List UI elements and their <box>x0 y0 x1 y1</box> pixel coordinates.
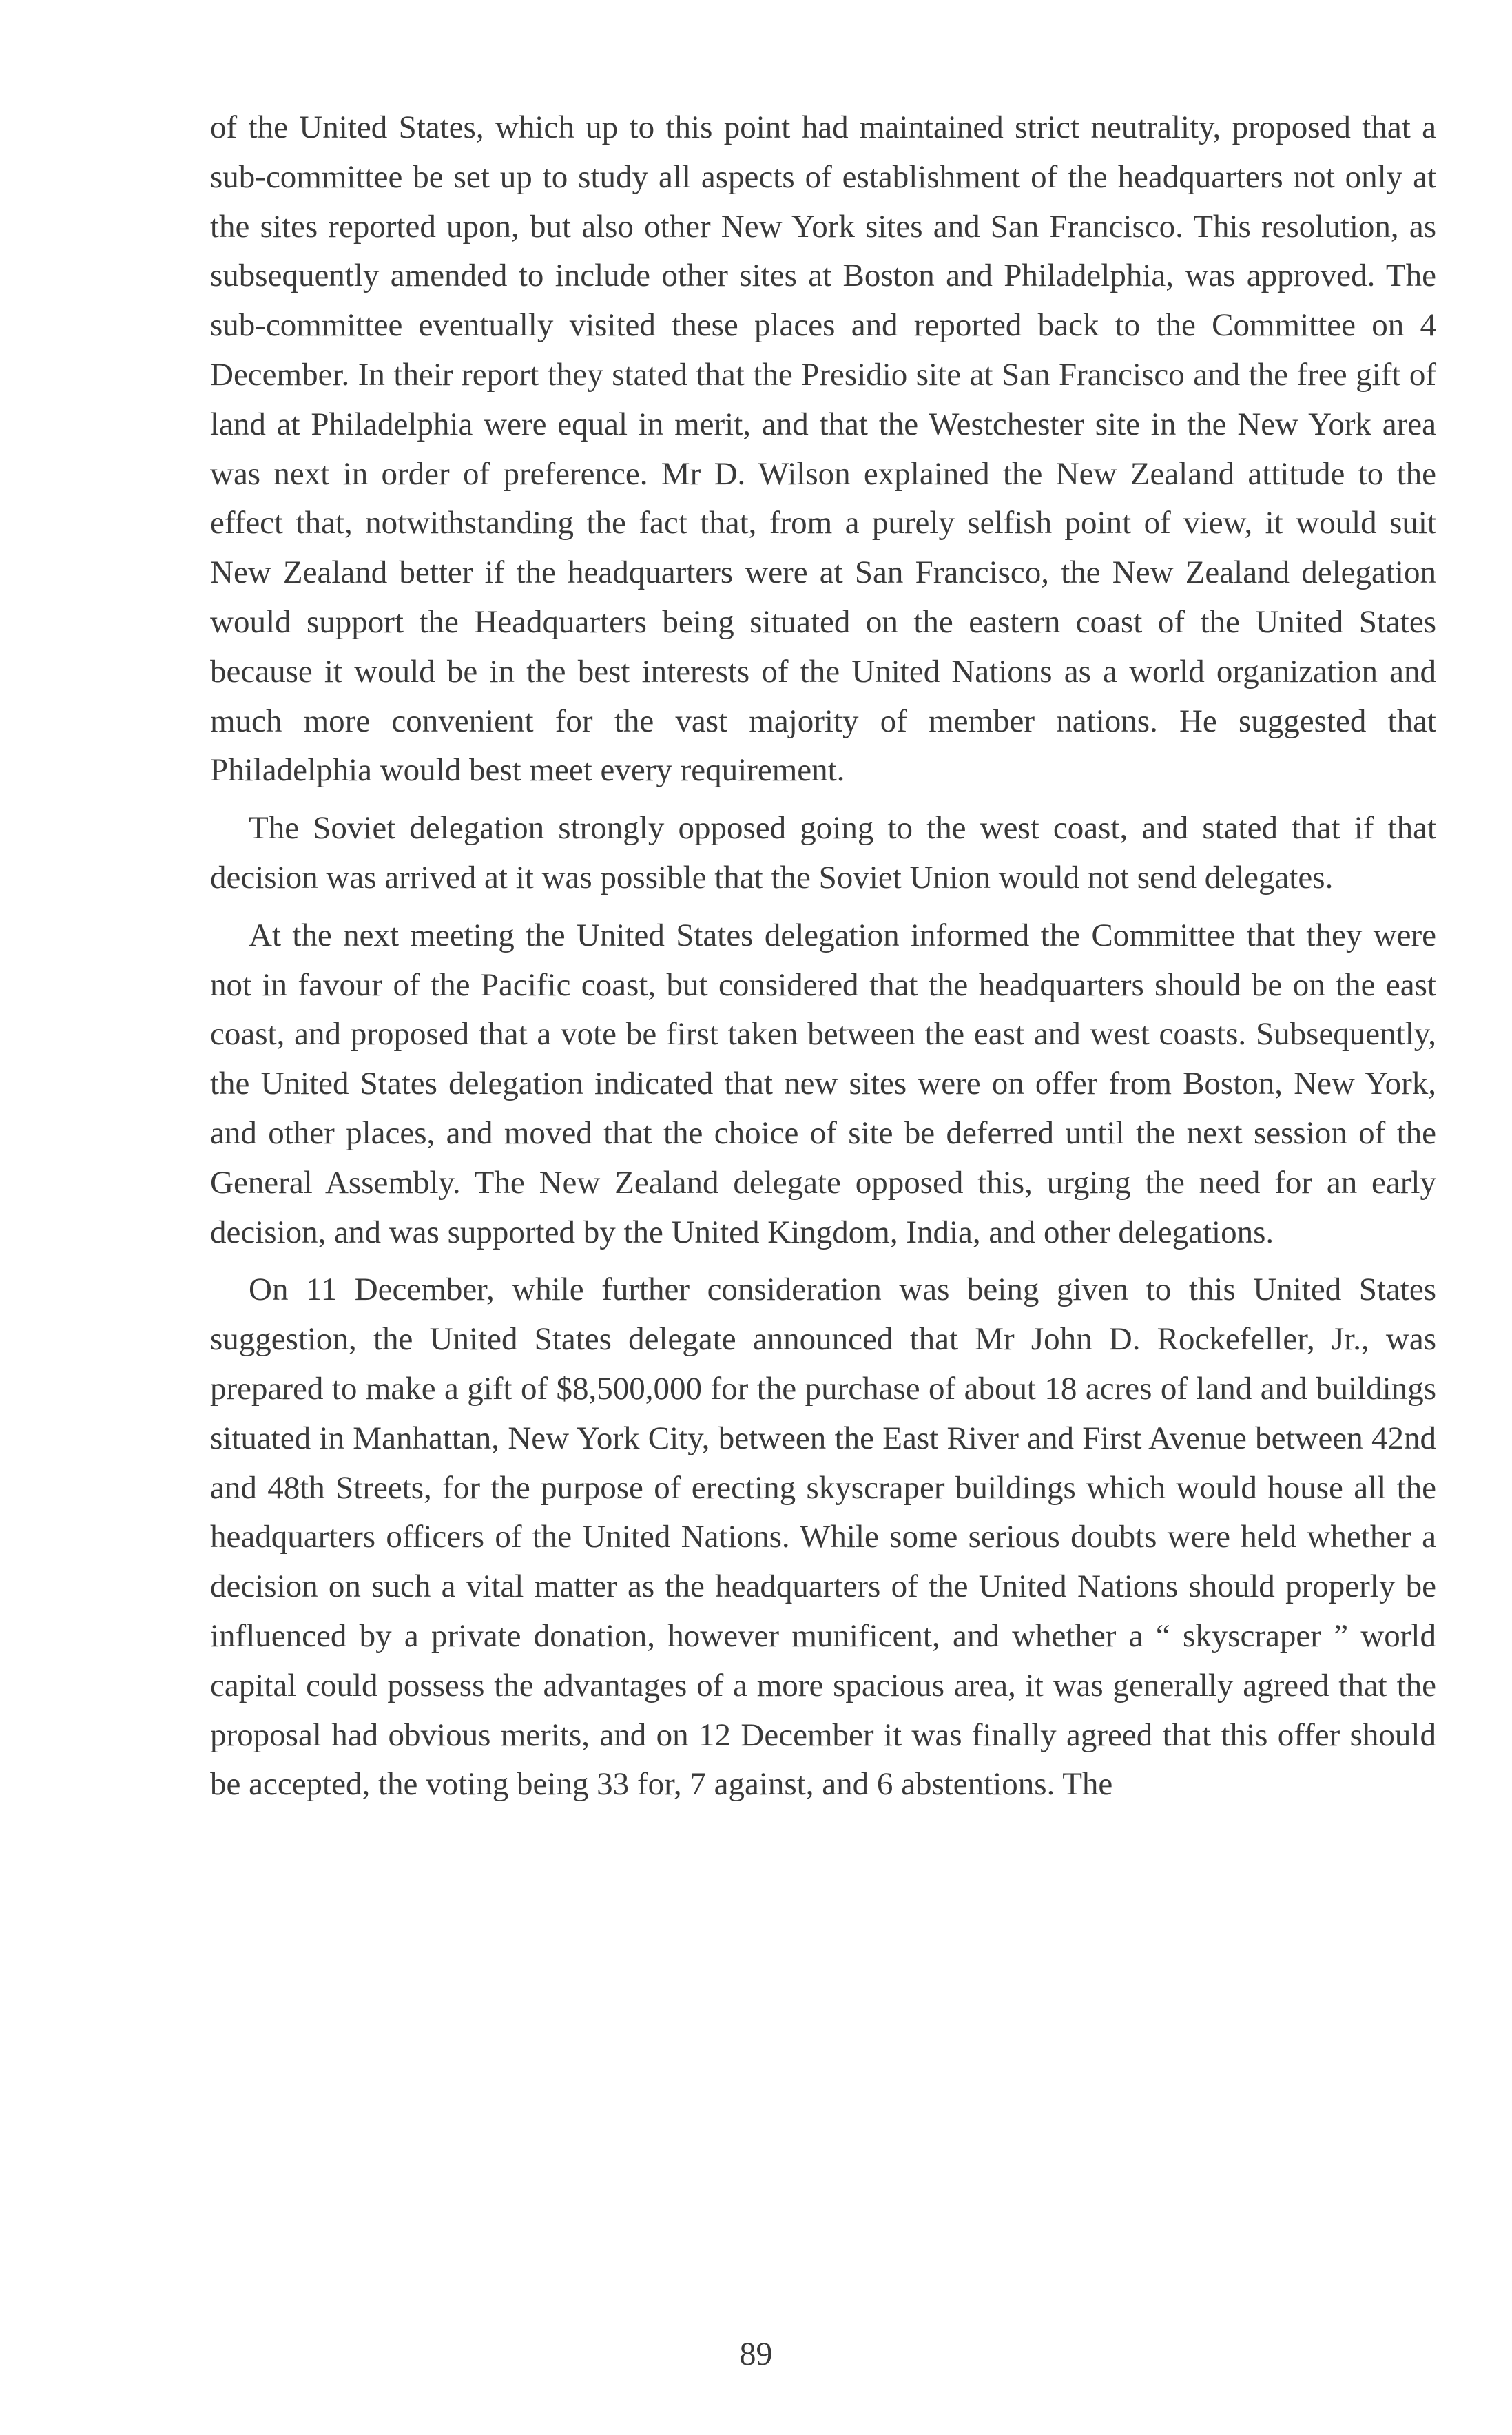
paragraph-next-meeting: At the next meeting the United States delegation informed the Committee that they were not in favour of the Pacific coast, but considered that the headquarters should be on the east coast, and proposed that a vote be first taken between the east and west coasts. Subsequently, the United States delegation indicated that new sites were on offer from Boston, New York, and other places, and moved that the choice of site be deferred until the next session of the General Assembly. The New Zealand delegate opposed this, urging the need for an early decision, and was supported by the United Kingdom, India, and other delegations. <box>210 917 1436 1250</box>
paragraph-continued: of the United States, which up to this point had maintained strict neutrality, proposed that a sub-committee be set up to study all aspects of establishment of the headquarters not only at the sites reported upon, but also other New York sites and San Francisco. This resolution, as subsequently amended to include other sites at Boston and Philadelphia, was approved. The sub-committee eventually visited these places and reported back to the Committee on 4 December. In their report they stated that the Presidio site at San Francisco and the free gift of land at Philadelphia were equal in merit, and that the Westchester site in the New York area was next in order of preference. Mr D. Wilson explained the New Zealand attitude to the effect that, notwithstanding the fact that, from a purely selfish point of view, it would suit New Zealand better if the headquarters were at San Francisco, the New Zealand delegation would support the Headquarters being situated on the eastern coast of the United States because it would be in the best interests of the United Nations as a world organization and much more convenient for the vast majority of member nations. He suggested that Philadelphia would best meet every requirement. <box>210 110 1436 789</box>
body-text <box>210 103 1436 1818</box>
page-number: 89 <box>739 2336 773 2372</box>
paragraph-rockefeller-gift: On 11 December, while further consideration was being given to this United States suggestion, the United States delegate announced that Mr John D. Rockefeller, Jr., was prepared to make a gift of $8,500,000 for the purchase of about 18 acres of land and buildings situated in Manhattan, New York City, between the East River and First Avenue between 42nd and 48th Streets, for the purpose of erecting skyscraper buildings which would house all the headquarters officers of the United Nations. While some serious doubts were held whether a decision on such a vital matter as the headquarters of the United Nations should properly be influenced by a private donation, however munificent, and whether a “ skyscraper ” world capital could possess the advantages of a more spacious area, it was generally agreed that the proposal had obvious merits, and on 12 December it was finally agreed that this offer should be accepted, the voting being 33 for, 7 against, and 6 abstentions. The <box>210 1272 1436 1803</box>
paragraph-soviet-delegation: The Soviet delegation strongly opposed going to the west coast, and stated that if that decision was arrived at it was possible that the Soviet Union would not send delegates. <box>210 810 1436 895</box>
